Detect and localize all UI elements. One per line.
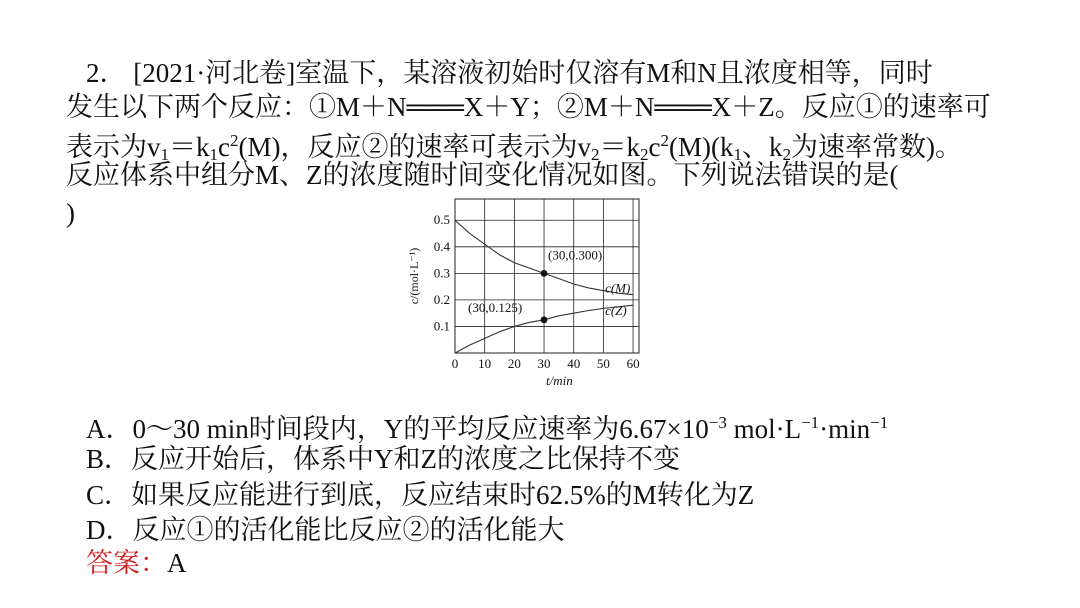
data-point-marker <box>541 316 548 323</box>
series-label: c(M) <box>605 280 631 296</box>
question-line-4: 反应体系中组分M、Z的浓度随时间变化情况如图。下列说法错误的是( <box>66 160 899 190</box>
q3-seg: ＝k <box>169 132 210 162</box>
q3-seg: 、k <box>741 132 783 162</box>
q3-seg: 为速率常数)。 <box>790 132 962 162</box>
q3-sub: 2 <box>590 145 600 164</box>
q3-sub: 2 <box>782 145 791 164</box>
x-axis-label: t/min <box>546 373 573 388</box>
x-tick-label: 60 <box>626 356 640 371</box>
y-axis-label: c/(mol·L⁻¹) <box>407 247 421 305</box>
q3-sub: 1 <box>160 145 169 164</box>
answer-label: 答案： <box>86 548 167 578</box>
q3-seg: ＝k <box>599 132 640 162</box>
q3-seg: c <box>648 132 661 162</box>
x-tick-label: 50 <box>596 356 610 371</box>
x-tick-label: 30 <box>537 356 551 371</box>
question-line-5: ) <box>66 198 75 228</box>
point-annotation: (30,0.300) <box>548 247 603 263</box>
point-annotation: (30,0.125) <box>468 299 523 315</box>
plot-frame <box>455 199 639 353</box>
y-tick-label: 0.1 <box>433 318 450 334</box>
y-tick-label: 0.2 <box>433 291 450 307</box>
data-point-marker <box>541 270 548 277</box>
q3-seg: (M)(k <box>668 132 734 162</box>
option-a-sup: −3 <box>708 413 727 432</box>
option-b: B．反应开始后，体系中Y和Z的浓度之比保持不变 <box>86 444 680 474</box>
q3-seg: (M)，反应②的速率可表示为v <box>238 132 591 162</box>
option-a-text: ·min <box>819 414 871 444</box>
question-line-1 <box>86 56 933 90</box>
question-text-1: 室温下，某溶液初始时仅溶有M和N且浓度相等，同时 <box>295 58 933 88</box>
y-tick-label: 0.3 <box>433 265 450 281</box>
x-tick-label: 20 <box>507 356 521 371</box>
series-label: c(Z) <box>605 303 627 319</box>
q3-sub: 1 <box>733 145 742 164</box>
y-tick-label: 0.5 <box>433 212 450 228</box>
q3-seg: c <box>218 132 230 162</box>
answer-value: A <box>167 548 187 578</box>
option-a-sup: −1 <box>801 413 820 432</box>
x-tick-label: 10 <box>478 356 492 371</box>
option-c: C．如果反应能进行到底，反应结束时62.5%的M转化为Z <box>86 480 755 510</box>
q3-seg: 表示为v <box>66 132 161 162</box>
question-number: 2． <box>86 58 127 88</box>
y-tick-label: 0.4 <box>433 238 450 254</box>
option-a <box>86 406 888 446</box>
concentration-chart <box>398 195 648 395</box>
option-d: D．反应①的活化能比反应②的活化能大 <box>86 515 565 545</box>
q3-sup: 2 <box>660 131 669 150</box>
option-a-text: A．0～30 min时间段内，Y的平均反应速率为6.67×10 <box>86 414 709 444</box>
option-a-text: mol·L <box>726 414 802 444</box>
question-line-2: 发生以下两个反应：①M＋N═══X＋Y；②M＋N═══X＋Z。反应①的速率可 <box>66 92 991 122</box>
question-source: [2021·河北卷] <box>133 58 296 88</box>
x-tick-label: 40 <box>567 356 581 371</box>
q3-sub: 2 <box>639 145 649 164</box>
q3-sup: 2 <box>229 131 239 150</box>
q3-sub: 1 <box>209 145 218 164</box>
x-tick-label: 0 <box>451 356 459 371</box>
option-a-sup: −1 <box>870 413 889 432</box>
answer-line <box>86 546 187 580</box>
